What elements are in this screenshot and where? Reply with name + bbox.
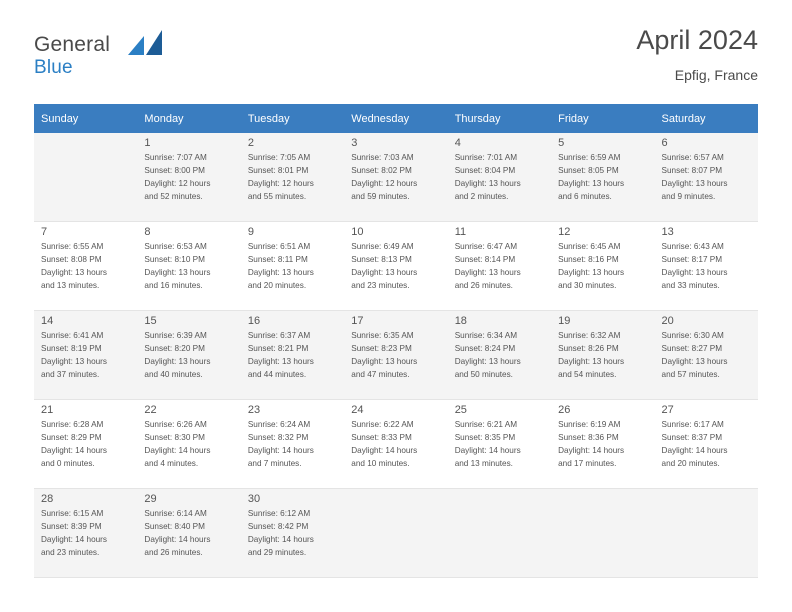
- day-number: 4: [454, 137, 461, 149]
- calendar-day-cell[interactable]: [551, 133, 654, 222]
- day-info-line: and 13 minutes.: [454, 458, 513, 468]
- calendar-week-row: [34, 489, 758, 578]
- day-info-line: Sunrise: 6:19 AM: [558, 420, 621, 429]
- day-number: 21: [41, 404, 54, 416]
- weekday-header-friday: Friday: [551, 104, 654, 133]
- day-info-line: and 26 minutes.: [144, 547, 203, 557]
- day-info-line: Daylight: 13 hours: [144, 267, 211, 277]
- weekday-header-wednesday: Wednesday: [344, 104, 447, 133]
- day-number: 15: [144, 315, 157, 327]
- day-info-line: Sunrise: 6:12 AM: [247, 509, 311, 518]
- day-info-line: and 52 minutes.: [144, 191, 203, 201]
- day-sun-info: [241, 418, 344, 471]
- day-info-line: Sunrise: 6:35 AM: [351, 331, 414, 340]
- day-info-line: Sunset: 8:14 PM: [454, 254, 516, 264]
- calendar-day-cell[interactable]: [448, 222, 551, 311]
- title-block: [636, 26, 758, 83]
- day-info-line: and 0 minutes.: [41, 458, 95, 468]
- day-info-line: Daylight: 14 hours: [351, 445, 418, 455]
- day-sun-info: [344, 329, 447, 382]
- day-info-line: and 37 minutes.: [41, 369, 100, 379]
- calendar-day-cell[interactable]: [137, 133, 240, 222]
- day-number: 3: [351, 137, 358, 149]
- day-info-line: Daylight: 13 hours: [144, 356, 211, 366]
- calendar-day-cell[interactable]: [344, 311, 447, 400]
- calendar-day-cell[interactable]: [551, 222, 654, 311]
- day-info-line: Sunset: 8:30 PM: [144, 432, 205, 442]
- calendar-day-cell[interactable]: [551, 400, 654, 489]
- day-info-line: Sunset: 8:07 PM: [661, 165, 723, 175]
- day-info-line: Sunrise: 6:24 AM: [247, 420, 311, 429]
- day-sun-info: [448, 151, 551, 204]
- calendar-day-cell[interactable]: [655, 222, 758, 311]
- day-info-line: and 26 minutes.: [454, 280, 513, 290]
- day-info-line: Sunrise: 6:21 AM: [454, 420, 518, 429]
- logo-text-blue: Blue: [34, 57, 73, 78]
- day-sun-info: [34, 240, 137, 293]
- day-number: 22: [144, 404, 157, 416]
- day-info-line: and 50 minutes.: [454, 369, 513, 379]
- day-sun-info: [448, 329, 551, 382]
- day-sun-info: [344, 151, 447, 204]
- day-info-line: Sunrise: 6:55 AM: [41, 242, 104, 251]
- day-info-line: Daylight: 13 hours: [558, 178, 625, 188]
- day-info-line: and 59 minutes.: [351, 191, 410, 201]
- location-label: Epfig, France: [674, 66, 758, 83]
- calendar-day-cell[interactable]: [655, 400, 758, 489]
- day-info-line: Sunrise: 6:53 AM: [144, 242, 207, 251]
- day-sun-info: [137, 418, 240, 471]
- day-info-line: Daylight: 14 hours: [558, 445, 625, 455]
- day-info-line: Daylight: 13 hours: [454, 178, 521, 188]
- day-sun-info: [655, 418, 758, 471]
- calendar-day-cell[interactable]: [137, 400, 240, 489]
- day-sun-info: [241, 507, 344, 560]
- calendar-day-cell[interactable]: [344, 222, 447, 311]
- day-info-line: Sunrise: 6:17 AM: [661, 420, 724, 429]
- day-info-line: Sunset: 8:26 PM: [558, 343, 619, 353]
- calendar-week-row: [34, 311, 758, 400]
- day-sun-info: [655, 151, 758, 204]
- day-info-line: Daylight: 13 hours: [661, 267, 728, 277]
- calendar-day-cell[interactable]: [241, 133, 344, 222]
- day-number: 23: [247, 404, 261, 416]
- day-info-line: Sunset: 8:02 PM: [351, 165, 412, 175]
- weekday-header-thursday: Thursday: [448, 104, 551, 133]
- calendar-day-cell[interactable]: [551, 311, 654, 400]
- day-number: 13: [661, 226, 674, 238]
- weekday-header-tuesday: Tuesday: [241, 104, 344, 133]
- day-info-line: and 23 minutes.: [351, 280, 410, 290]
- calendar-day-cell[interactable]: [137, 489, 240, 578]
- calendar-day-cell[interactable]: [655, 133, 758, 222]
- day-info-line: Daylight: 14 hours: [247, 534, 314, 544]
- day-number: 1: [144, 137, 151, 149]
- day-info-line: Sunset: 8:01 PM: [247, 165, 309, 175]
- day-info-line: Sunrise: 6:32 AM: [558, 331, 621, 340]
- day-info-line: Sunrise: 6:34 AM: [454, 331, 518, 340]
- calendar-body: [34, 133, 758, 578]
- day-sun-info: [34, 329, 137, 382]
- day-sun-info: [34, 507, 137, 560]
- day-info-line: Sunset: 8:33 PM: [351, 432, 412, 442]
- calendar-day-cell[interactable]: [241, 400, 344, 489]
- day-sun-info: [551, 329, 654, 382]
- day-info-line: Sunset: 8:08 PM: [41, 254, 102, 264]
- page-header: [34, 26, 758, 96]
- day-info-line: and 9 minutes.: [661, 191, 716, 201]
- calendar-day-cell[interactable]: [241, 222, 344, 311]
- day-number: 14: [41, 315, 54, 327]
- day-info-line: Sunset: 8:24 PM: [454, 343, 516, 353]
- day-info-line: Daylight: 12 hours: [144, 178, 211, 188]
- day-sun-info: [551, 240, 654, 293]
- day-info-line: Sunset: 8:27 PM: [661, 343, 723, 353]
- day-info-line: Sunrise: 6:41 AM: [41, 331, 104, 340]
- day-number: 12: [558, 226, 571, 238]
- day-sun-info: [551, 151, 654, 204]
- day-sun-info: [137, 151, 240, 204]
- day-info-line: Daylight: 13 hours: [351, 267, 418, 277]
- day-number: 30: [247, 493, 261, 505]
- day-info-line: Sunset: 8:04 PM: [454, 165, 516, 175]
- day-info-line: Sunrise: 6:22 AM: [351, 420, 414, 429]
- day-info-line: and 10 minutes.: [351, 458, 410, 468]
- day-info-line: and 47 minutes.: [351, 369, 410, 379]
- day-info-line: Sunrise: 7:03 AM: [351, 153, 414, 162]
- day-sun-info: [551, 418, 654, 471]
- triangle-logo-icon: [128, 30, 162, 56]
- day-info-line: Daylight: 13 hours: [454, 356, 521, 366]
- day-info-line: Sunset: 8:21 PM: [247, 343, 309, 353]
- day-info-line: Daylight: 13 hours: [661, 356, 728, 366]
- day-info-line: Sunrise: 6:47 AM: [454, 242, 518, 251]
- calendar-day-cell-empty: [448, 489, 551, 578]
- day-info-line: and 57 minutes.: [661, 369, 720, 379]
- day-sun-info: [655, 240, 758, 293]
- day-info-line: and 33 minutes.: [661, 280, 720, 290]
- day-info-line: Sunset: 8:00 PM: [144, 165, 205, 175]
- day-info-line: and 29 minutes.: [247, 547, 307, 557]
- day-number: 18: [454, 315, 467, 327]
- day-number: 25: [454, 404, 467, 416]
- day-info-line: and 40 minutes.: [144, 369, 203, 379]
- day-info-line: Sunrise: 7:05 AM: [247, 153, 311, 162]
- day-info-line: Sunrise: 6:45 AM: [558, 242, 621, 251]
- day-info-line: and 20 minutes.: [661, 458, 720, 468]
- day-info-line: and 20 minutes.: [247, 280, 307, 290]
- day-info-line: Sunset: 8:19 PM: [41, 343, 102, 353]
- calendar-day-cell[interactable]: [34, 222, 137, 311]
- day-info-line: and 7 minutes.: [247, 458, 302, 468]
- day-info-line: Sunset: 8:13 PM: [351, 254, 412, 264]
- day-info-line: Daylight: 14 hours: [247, 445, 314, 455]
- day-info-line: and 55 minutes.: [247, 191, 307, 201]
- day-info-line: Sunrise: 6:49 AM: [351, 242, 414, 251]
- day-info-line: Sunrise: 6:28 AM: [41, 420, 104, 429]
- day-info-line: Daylight: 14 hours: [41, 534, 107, 544]
- calendar-day-cell[interactable]: [137, 222, 240, 311]
- day-info-line: Sunrise: 6:26 AM: [144, 420, 207, 429]
- calendar-day-cell[interactable]: [655, 311, 758, 400]
- day-info-line: and 54 minutes.: [558, 369, 617, 379]
- calendar-week-row: [34, 222, 758, 311]
- day-number: 28: [41, 493, 54, 505]
- day-sun-info: [344, 240, 447, 293]
- day-info-line: Sunrise: 6:43 AM: [661, 242, 724, 251]
- calendar-day-cell[interactable]: [241, 311, 344, 400]
- day-number: 19: [558, 315, 571, 327]
- day-number: 29: [144, 493, 157, 505]
- day-sun-info: [448, 240, 551, 293]
- day-info-line: Sunrise: 6:59 AM: [558, 153, 621, 162]
- day-info-line: and 4 minutes.: [144, 458, 199, 468]
- day-info-line: and 16 minutes.: [144, 280, 203, 290]
- day-number: 20: [661, 315, 674, 327]
- day-number: 2: [247, 137, 254, 149]
- day-info-line: Sunset: 8:40 PM: [144, 521, 205, 531]
- day-sun-info: [448, 418, 551, 471]
- day-info-line: Daylight: 13 hours: [41, 356, 107, 366]
- day-info-line: Sunset: 8:20 PM: [144, 343, 205, 353]
- weekday-header-saturday: Saturday: [655, 104, 758, 133]
- day-info-line: and 30 minutes.: [558, 280, 617, 290]
- page-title: April 2024: [636, 25, 758, 55]
- day-info-line: Daylight: 14 hours: [454, 445, 521, 455]
- calendar-day-cell[interactable]: [448, 400, 551, 489]
- day-info-line: Sunrise: 6:57 AM: [661, 153, 724, 162]
- day-sun-info: [34, 418, 137, 471]
- day-info-line: Daylight: 12 hours: [247, 178, 314, 188]
- day-info-line: Sunrise: 6:37 AM: [247, 331, 311, 340]
- calendar-day-cell[interactable]: [448, 133, 551, 222]
- day-info-line: Sunset: 8:16 PM: [558, 254, 619, 264]
- day-number: 17: [351, 315, 364, 327]
- day-info-line: Daylight: 14 hours: [41, 445, 107, 455]
- day-info-line: Daylight: 13 hours: [41, 267, 107, 277]
- day-sun-info: [137, 329, 240, 382]
- calendar-table: [34, 104, 758, 578]
- day-info-line: Sunrise: 6:14 AM: [144, 509, 207, 518]
- day-info-line: Daylight: 12 hours: [351, 178, 418, 188]
- day-info-line: Sunrise: 6:39 AM: [144, 331, 207, 340]
- day-info-line: Daylight: 13 hours: [661, 178, 728, 188]
- day-number: 24: [351, 404, 364, 416]
- logo-text-general: General: [34, 33, 111, 56]
- day-number: 26: [558, 404, 571, 416]
- calendar-day-cell-empty: [344, 489, 447, 578]
- day-info-line: Sunset: 8:42 PM: [247, 521, 309, 531]
- calendar-day-cell[interactable]: [344, 400, 447, 489]
- calendar-week-row: [34, 400, 758, 489]
- calendar-day-cell[interactable]: [448, 311, 551, 400]
- day-info-line: Sunrise: 7:01 AM: [454, 153, 518, 162]
- day-sun-info: [241, 151, 344, 204]
- day-info-line: Sunrise: 6:51 AM: [247, 242, 311, 251]
- day-info-line: Daylight: 13 hours: [247, 356, 314, 366]
- calendar-day-cell[interactable]: [34, 400, 137, 489]
- day-sun-info: [137, 240, 240, 293]
- day-number: 27: [661, 404, 674, 416]
- calendar-day-cell[interactable]: [34, 489, 137, 578]
- weekday-header-monday: Monday: [137, 104, 240, 133]
- day-info-line: Sunrise: 6:30 AM: [661, 331, 724, 340]
- day-info-line: Sunrise: 6:15 AM: [41, 509, 104, 518]
- day-info-line: Daylight: 13 hours: [558, 267, 625, 277]
- day-info-line: and 17 minutes.: [558, 458, 617, 468]
- day-info-line: Sunset: 8:39 PM: [41, 521, 102, 531]
- day-sun-info: [241, 329, 344, 382]
- day-info-line: Sunset: 8:37 PM: [661, 432, 723, 442]
- calendar-day-cell[interactable]: [344, 133, 447, 222]
- day-info-line: and 23 minutes.: [41, 547, 100, 557]
- day-number: 8: [144, 226, 151, 238]
- calendar-day-cell[interactable]: [241, 489, 344, 578]
- day-sun-info: [344, 418, 447, 471]
- day-info-line: and 13 minutes.: [41, 280, 100, 290]
- day-info-line: Sunset: 8:32 PM: [247, 432, 309, 442]
- day-info-line: Sunrise: 7:07 AM: [144, 153, 207, 162]
- day-info-line: Sunset: 8:11 PM: [247, 254, 308, 264]
- day-number: 6: [661, 137, 668, 149]
- calendar-week-row: [34, 133, 758, 222]
- day-info-line: Sunset: 8:17 PM: [661, 254, 723, 264]
- day-info-line: Sunset: 8:35 PM: [454, 432, 516, 442]
- day-number: 9: [247, 226, 254, 238]
- day-info-line: Sunset: 8:10 PM: [144, 254, 205, 264]
- day-info-line: Daylight: 14 hours: [661, 445, 728, 455]
- calendar-day-cell-empty: [551, 489, 654, 578]
- day-info-line: Daylight: 14 hours: [144, 445, 211, 455]
- day-info-line: Sunset: 8:05 PM: [558, 165, 619, 175]
- day-info-line: and 2 minutes.: [454, 191, 509, 201]
- day-info-line: Daylight: 13 hours: [558, 356, 625, 366]
- day-info-line: Daylight: 13 hours: [454, 267, 521, 277]
- day-info-line: and 44 minutes.: [247, 369, 307, 379]
- day-info-line: Daylight: 13 hours: [247, 267, 314, 277]
- day-info-line: Daylight: 13 hours: [351, 356, 418, 366]
- day-number: 11: [454, 226, 467, 238]
- brand-logo: [34, 34, 110, 77]
- day-info-line: and 6 minutes.: [558, 191, 612, 201]
- day-sun-info: [137, 507, 240, 560]
- day-info-line: Sunset: 8:36 PM: [558, 432, 619, 442]
- day-info-line: Daylight: 14 hours: [144, 534, 211, 544]
- day-info-line: Sunset: 8:29 PM: [41, 432, 102, 442]
- weekday-header-sunday: Sunday: [34, 104, 137, 133]
- day-sun-info: [241, 240, 344, 293]
- day-sun-info: [655, 329, 758, 382]
- day-number: 7: [41, 226, 48, 238]
- day-number: 5: [558, 137, 565, 149]
- calendar-day-cell-empty: [655, 489, 758, 578]
- calendar-day-cell-empty: [34, 133, 137, 222]
- weekday-header-row: [34, 104, 758, 133]
- day-number: 10: [351, 226, 364, 238]
- day-number: 16: [247, 315, 261, 327]
- calendar-day-cell[interactable]: [137, 311, 240, 400]
- day-info-line: Sunset: 8:23 PM: [351, 343, 412, 353]
- calendar-day-cell[interactable]: [34, 311, 137, 400]
